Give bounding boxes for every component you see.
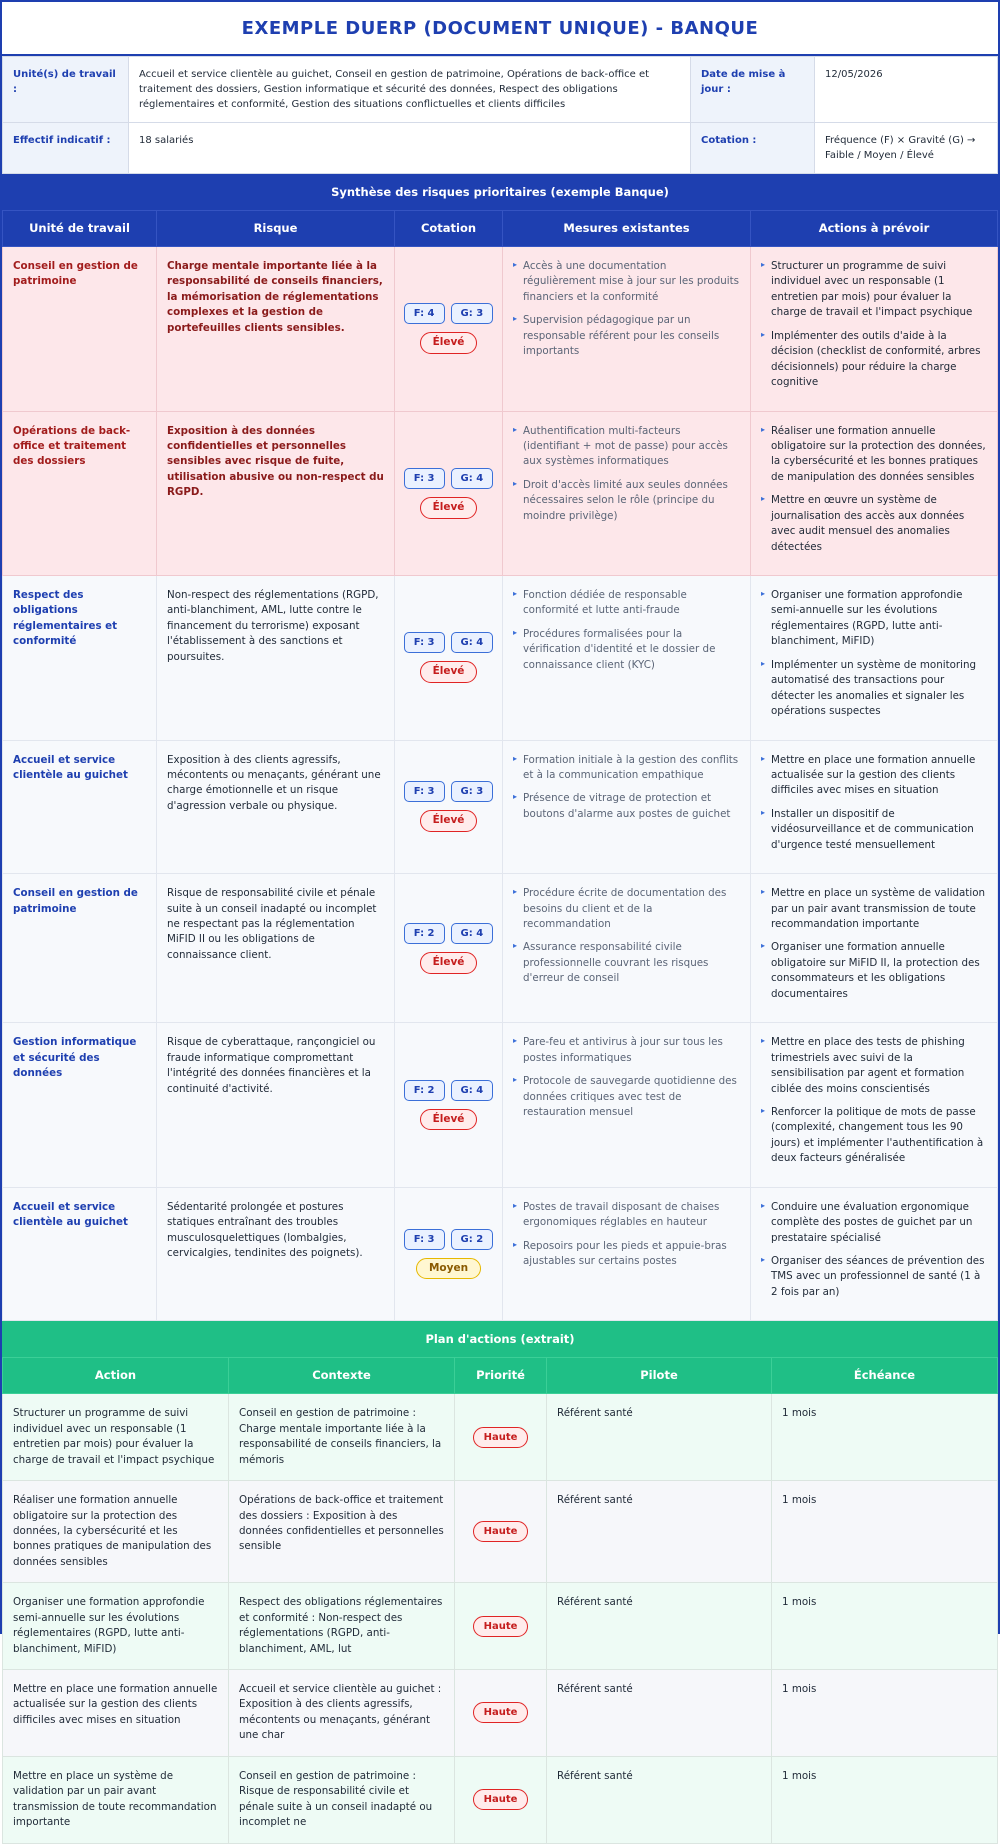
plan-pilot: Référent santé xyxy=(547,1670,772,1757)
risk-level-badge: Élevé xyxy=(420,661,478,683)
plan-priority xyxy=(455,1756,547,1843)
header-action: Action xyxy=(3,1358,229,1394)
planned-actions xyxy=(751,874,998,1023)
header-pilote: Pilote xyxy=(547,1358,772,1394)
header-unite: Unité de travail xyxy=(3,211,157,247)
document-title: EXEMPLE DUERP (DOCUMENT UNIQUE) - BANQUE xyxy=(2,2,998,56)
plan-band: Plan d'actions (extrait) xyxy=(2,1321,998,1357)
effectif-value: 18 salariés xyxy=(129,123,691,174)
frequency-chip: F: 4 xyxy=(404,303,445,324)
plan-context: Conseil en gestion de patrimoine : Charge mentale importante liée à la responsabilité de conseils financiers, la mémoris xyxy=(229,1394,455,1481)
date-value: 12/05/2026 xyxy=(815,57,998,123)
action-item: ▸ Organiser des séances de prévention des TMS avec un professionnel de santé (1 à 2 fois par an) xyxy=(761,1254,987,1300)
measures-list xyxy=(513,886,740,987)
risk-row xyxy=(3,247,998,412)
action-item: ▸ Mettre en place une formation annuelle actualisée sur la gestion des clients difficiles avec mises en situation xyxy=(761,753,987,799)
risk-unit: Opérations de back-office et traitement des dossiers xyxy=(3,411,157,576)
measures-list xyxy=(513,1200,740,1270)
risk-table xyxy=(2,210,998,1321)
measure-item: ▸ Protocole de sauvegarde quotidienne des données critiques avec test de restauration mensuel xyxy=(513,1074,740,1120)
risk-cotation xyxy=(395,1023,503,1188)
risk-description: Charge mentale importante liée à la responsabilité de conseils financiers, la mémorisation de réglementations complexes et la gestion de portefeuilles clients sensibles. xyxy=(157,247,395,412)
risk-description: Exposition à des clients agressifs, mécontents ou menaçants, générant une charge émotionnelle et un risque d'agression verbale ou physique. xyxy=(157,740,395,874)
measure-item: ▸ Droit d'accès limité aux seules données nécessaires selon le rôle (principe du moindre privilège) xyxy=(513,478,740,524)
gravity-chip: G: 4 xyxy=(451,923,494,944)
header-actions: Actions à prévoir xyxy=(751,211,998,247)
risk-unit: Conseil en gestion de patrimoine xyxy=(3,874,157,1023)
actions-list xyxy=(761,886,987,1002)
gravity-chip: G: 2 xyxy=(451,1229,494,1250)
gravity-chip: G: 4 xyxy=(451,632,494,653)
action-item: ▸ Organiser une formation approfondie semi-annuelle sur les évolutions réglementaires (RGPD, lutte anti-blanchiment, MiFID) xyxy=(761,588,987,650)
plan-context: Respect des obligations réglementaires et conformité : Non-respect des réglementations (RGPD, anti-blanchiment, AML, lut xyxy=(229,1583,455,1670)
planned-actions xyxy=(751,1023,998,1188)
header-echeance: Échéance xyxy=(772,1358,998,1394)
plan-deadline: 1 mois xyxy=(772,1394,998,1481)
action-item: ▸ Mettre en place des tests de phishing trimestriels avec suivi de la sensibilisation par agent et formation ciblée des moins conscientisés xyxy=(761,1035,987,1097)
cotation-chips xyxy=(401,1080,496,1101)
plan-action: Structurer un programme de suivi individuel avec un responsable (1 entretien par mois) pour évaluer la charge de travail et l'impact psychique xyxy=(3,1394,229,1481)
plan-priority xyxy=(455,1670,547,1757)
plan-priority xyxy=(455,1481,547,1583)
risk-cotation xyxy=(395,874,503,1023)
cotation-chips xyxy=(401,632,496,653)
risk-description: Non-respect des réglementations (RGPD, anti-blanchiment, AML, lutte contre le financement du terrorisme) exposant l'établissement à des sanctions et poursuites. xyxy=(157,576,395,741)
action-item: ▸ Renforcer la politique de mots de passe (complexité, changement tous les 90 jours) et implémenter l'authentification à deux facteurs généralisée xyxy=(761,1105,987,1167)
header-risque: Risque xyxy=(157,211,395,247)
measure-item: ▸ Reposoirs pour les pieds et appuie-bras ajustables sur certains postes xyxy=(513,1239,740,1270)
synthese-band: Synthèse des risques prioritaires (exemple Banque) xyxy=(2,174,998,210)
plan-pilot: Référent santé xyxy=(547,1756,772,1843)
info-table xyxy=(2,56,998,174)
measure-item: ▸ Accès à une documentation régulièrement mise à jour sur les produits financiers et la conformité xyxy=(513,259,740,305)
measures-list xyxy=(513,588,740,673)
risk-cotation xyxy=(395,1187,503,1321)
risk-row xyxy=(3,411,998,576)
actions-list xyxy=(761,588,987,720)
actions-list xyxy=(761,259,987,391)
cotation-chips xyxy=(401,1229,496,1250)
cotation-value: Fréquence (F) × Gravité (G) → Faible / Moyen / Élevé xyxy=(815,123,998,174)
measure-item: ▸ Assurance responsabilité civile professionnelle couvrant les risques d'erreur de conseil xyxy=(513,940,740,986)
plan-action: Réaliser une formation annuelle obligatoire sur la protection des données, la cybersécurité et les bonnes pratiques de manipulation des données sensibles xyxy=(3,1481,229,1583)
gravity-chip: G: 3 xyxy=(451,303,494,324)
header-contexte: Contexte xyxy=(229,1358,455,1394)
header-mesures: Mesures existantes xyxy=(503,211,751,247)
action-item: ▸ Structurer un programme de suivi individuel avec un responsable (1 entretien par mois) pour évaluer la charge de travail et l'impact psychique xyxy=(761,259,987,321)
risk-description: Sédentarité prolongée et postures statiques entraînant des troubles musculosquelettiques (lombalgies, cervicalgies, tendinites des poignets). xyxy=(157,1187,395,1321)
measures-list xyxy=(513,753,740,823)
action-item: ▸ Mettre en place un système de validation par un pair avant transmission de toute recommandation importante xyxy=(761,886,987,932)
existing-measures xyxy=(503,1187,751,1321)
action-item: ▸ Conduire une évaluation ergonomique complète des postes de guichet par un prestataire spécialisé xyxy=(761,1200,987,1246)
gravity-chip: G: 3 xyxy=(451,781,494,802)
priority-badge: Haute xyxy=(473,1427,529,1448)
risk-cotation xyxy=(395,740,503,874)
measure-item: ▸ Procédure écrite de documentation des besoins du client et de la recommandation xyxy=(513,886,740,932)
plan-row xyxy=(3,1394,998,1481)
frequency-chip: F: 3 xyxy=(404,781,445,802)
actions-list xyxy=(761,753,987,854)
plan-context: Conseil en gestion de patrimoine : Risque de responsabilité civile et pénale suite à un conseil inadapté ou incomplet ne xyxy=(229,1756,455,1843)
cotation-label: Cotation : xyxy=(691,123,815,174)
measure-item: ▸ Présence de vitrage de protection et boutons d'alarme aux postes de guichet xyxy=(513,791,740,822)
planned-actions xyxy=(751,247,998,412)
effectif-label: Effectif indicatif : xyxy=(3,123,129,174)
frequency-chip: F: 3 xyxy=(404,468,445,489)
existing-measures xyxy=(503,576,751,741)
measures-list xyxy=(513,424,740,525)
plan-deadline: 1 mois xyxy=(772,1481,998,1583)
planned-actions xyxy=(751,576,998,741)
cotation-chips xyxy=(401,468,496,489)
risk-row xyxy=(3,740,998,874)
plan-context: Accueil et service clientèle au guichet : Exposition à des clients agressifs, mécontents ou menaçants, générant une char xyxy=(229,1670,455,1757)
plan-deadline: 1 mois xyxy=(772,1583,998,1670)
plan-priority xyxy=(455,1583,547,1670)
risk-row xyxy=(3,874,998,1023)
risk-unit: Conseil en gestion de patrimoine xyxy=(3,247,157,412)
existing-measures xyxy=(503,1023,751,1188)
unites-label: Unité(s) de travail : xyxy=(3,57,129,123)
gravity-chip: G: 4 xyxy=(451,468,494,489)
existing-measures xyxy=(503,247,751,412)
actions-list xyxy=(761,1035,987,1167)
risk-unit: Accueil et service clientèle au guichet xyxy=(3,1187,157,1321)
plan-deadline: 1 mois xyxy=(772,1756,998,1843)
plan-pilot: Référent santé xyxy=(547,1583,772,1670)
planned-actions xyxy=(751,740,998,874)
plan-priority xyxy=(455,1394,547,1481)
risk-description: Risque de responsabilité civile et pénale suite à un conseil inadapté ou incomplet ne respectant pas la réglementation MiFID II ou les obligations de connaissance client. xyxy=(157,874,395,1023)
unites-value: Accueil et service clientèle au guichet, Conseil en gestion de patrimoine, Opérations de back-office et traitement des dossiers, Gestion informatique et sécurité des données, Respect des obligations réglementaires et conformité, Gestion des situations conflictuelles et clients difficiles xyxy=(129,57,691,123)
priority-badge: Haute xyxy=(473,1789,529,1810)
measure-item: ▸ Authentification multi-facteurs (identifiant + mot de passe) pour accès aux systèmes informatiques xyxy=(513,424,740,470)
risk-level-badge: Élevé xyxy=(420,332,478,354)
risk-cotation xyxy=(395,576,503,741)
action-item: ▸ Implémenter des outils d'aide à la décision (checklist de conformité, arbres décisionnels) pour réduire la charge cognitive xyxy=(761,329,987,391)
risk-level-badge: Élevé xyxy=(420,497,478,519)
frequency-chip: F: 2 xyxy=(404,923,445,944)
risk-cotation xyxy=(395,247,503,412)
risk-description: Exposition à des données confidentielles et personnelles sensibles avec risque de fuite, utilisation abusive ou non-respect du RGPD. xyxy=(157,411,395,576)
existing-measures xyxy=(503,874,751,1023)
action-item: ▸ Mettre en œuvre un système de journalisation des accès aux données avec audit mensuel des anomalies détectées xyxy=(761,493,987,555)
existing-measures xyxy=(503,740,751,874)
measure-item: ▸ Pare-feu et antivirus à jour sur tous les postes informatiques xyxy=(513,1035,740,1066)
risk-unit: Gestion informatique et sécurité des données xyxy=(3,1023,157,1188)
header-priorite: Priorité xyxy=(455,1358,547,1394)
plan-pilot: Référent santé xyxy=(547,1481,772,1583)
measures-list xyxy=(513,259,740,360)
cotation-chips xyxy=(401,781,496,802)
action-item: ▸ Installer un dispositif de vidéosurveillance et de communication d'urgence testé mensuellement xyxy=(761,807,987,853)
plan-table xyxy=(2,1357,998,1843)
existing-measures xyxy=(503,411,751,576)
measures-list xyxy=(513,1035,740,1120)
risk-row xyxy=(3,1187,998,1321)
plan-context: Opérations de back-office et traitement des dossiers : Exposition à des données confidentielles et personnelles sensible xyxy=(229,1481,455,1583)
risk-level-badge: Élevé xyxy=(420,952,478,974)
risk-description: Risque de cyberattaque, rançongiciel ou fraude informatique compromettant l'intégrité des données financières et la continuité d'activité. xyxy=(157,1023,395,1188)
plan-row xyxy=(3,1670,998,1757)
plan-pilot: Référent santé xyxy=(547,1394,772,1481)
plan-action: Mettre en place une formation annuelle actualisée sur la gestion des clients difficiles avec mises en situation xyxy=(3,1670,229,1757)
priority-badge: Haute xyxy=(473,1521,529,1542)
measure-item: ▸ Formation initiale à la gestion des conflits et à la communication empathique xyxy=(513,753,740,784)
frequency-chip: F: 2 xyxy=(404,1080,445,1101)
actions-list xyxy=(761,1200,987,1301)
priority-badge: Haute xyxy=(473,1702,529,1723)
risk-level-badge: Élevé xyxy=(420,1109,478,1131)
risk-level-badge: Élevé xyxy=(420,810,478,832)
measure-item: ▸ Fonction dédiée de responsable conformité et lutte anti-fraude xyxy=(513,588,740,619)
measure-item: ▸ Postes de travail disposant de chaises ergonomiques réglables en hauteur xyxy=(513,1200,740,1231)
planned-actions xyxy=(751,411,998,576)
risk-unit: Respect des obligations réglementaires et conformité xyxy=(3,576,157,741)
plan-row xyxy=(3,1481,998,1583)
actions-list xyxy=(761,424,987,556)
measure-item: ▸ Procédures formalisées pour la vérification d'identité et le dossier de connaissance client (KYC) xyxy=(513,627,740,673)
cotation-chips xyxy=(401,923,496,944)
action-item: ▸ Organiser une formation annuelle obligatoire sur MiFID II, la protection des consommateurs et les obligations documentaires xyxy=(761,940,987,1002)
plan-row xyxy=(3,1756,998,1843)
risk-cotation xyxy=(395,411,503,576)
date-label: Date de mise à jour : xyxy=(691,57,815,123)
plan-row xyxy=(3,1583,998,1670)
frequency-chip: F: 3 xyxy=(404,632,445,653)
frequency-chip: F: 3 xyxy=(404,1229,445,1250)
plan-action: Organiser une formation approfondie semi-annuelle sur les évolutions réglementaires (RGPD, lutte anti-blanchiment, MiFID) xyxy=(3,1583,229,1670)
risk-row xyxy=(3,1023,998,1188)
cotation-chips xyxy=(401,303,496,324)
gravity-chip: G: 4 xyxy=(451,1080,494,1101)
risk-unit: Accueil et service clientèle au guichet xyxy=(3,740,157,874)
planned-actions xyxy=(751,1187,998,1321)
priority-badge: Haute xyxy=(473,1616,529,1637)
action-item: ▸ Réaliser une formation annuelle obligatoire sur la protection des données, la cybersécurité et les bonnes pratiques de manipulation des données sensibles xyxy=(761,424,987,486)
risk-row xyxy=(3,576,998,741)
action-item: ▸ Implémenter un système de monitoring automatisé des transactions pour détecter les anomalies et signaler les opérations suspectes xyxy=(761,658,987,720)
header-cotation: Cotation xyxy=(395,211,503,247)
plan-action: Mettre en place un système de validation par un pair avant transmission de toute recommandation importante xyxy=(3,1756,229,1843)
plan-deadline: 1 mois xyxy=(772,1670,998,1757)
risk-level-badge: Moyen xyxy=(416,1258,481,1280)
measure-item: ▸ Supervision pédagogique par un responsable référent pour les conseils importants xyxy=(513,313,740,359)
